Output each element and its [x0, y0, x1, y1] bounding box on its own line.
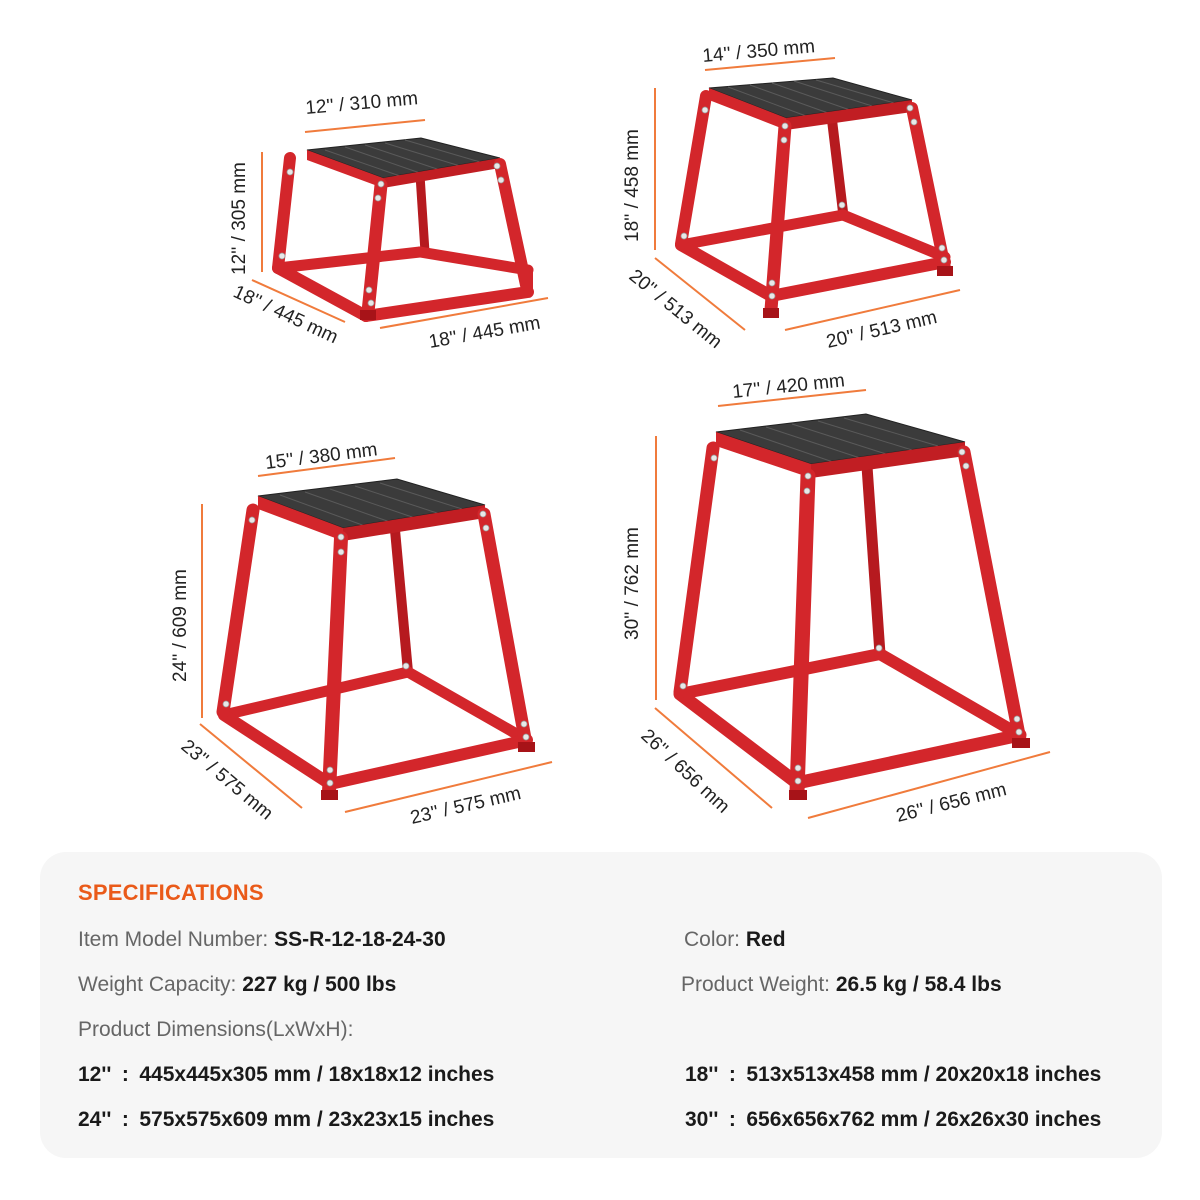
- size-row-18: 18'' : 513x513x458 mm / 20x20x18 inches: [685, 1063, 1102, 1086]
- box12-top-dim: 12'' / 310 mm: [304, 88, 419, 119]
- product-weight-value: 26.5 kg / 58.4 lbs: [835, 973, 1002, 996]
- box12-depth-dim: 18'' / 445 mm: [229, 281, 342, 349]
- size-value: 445x445x305 mm / 18x18x12 inches: [139, 1063, 495, 1086]
- product-weight-label: Product Weight:: [681, 973, 831, 996]
- plyo-box-18: [622, 36, 960, 353]
- box18-base-right-front: [771, 262, 945, 296]
- size-row-12: 12'' : 445x445x305 mm / 18x18x12 inches: [78, 1063, 495, 1086]
- box30-leg-front: [797, 476, 808, 792]
- size-value: 656x656x762 mm / 26x26x30 inches: [746, 1108, 1102, 1131]
- color-label: Color:: [684, 928, 741, 951]
- box12-base-left-back: [278, 252, 420, 268]
- size-label: 12'': [78, 1063, 112, 1086]
- box24-back-leg: [395, 530, 408, 672]
- plyo-box-30: [622, 370, 1050, 827]
- box30-back-leg: [866, 452, 880, 654]
- box18-back-leg: [832, 120, 843, 212]
- size-row-30: 30'' : 656x656x762 mm / 26x26x30 inches: [685, 1108, 1102, 1131]
- box18-depth-dim: 20'' / 513 mm: [624, 265, 726, 353]
- box12-width-dim: 18'' / 445 mm: [427, 312, 543, 353]
- size-value: 513x513x458 mm / 20x20x18 inches: [746, 1063, 1102, 1086]
- box30-base-right-front: [797, 735, 1020, 783]
- weight-capacity-row: [78, 973, 396, 997]
- model-number-value: SS-R-12-18-24-30: [274, 928, 446, 951]
- box12-base-right-back: [420, 252, 528, 270]
- box30-base-right-back: [880, 654, 1020, 735]
- box24-leg-right: [484, 514, 526, 744]
- weight-capacity-label: Weight Capacity:: [78, 973, 237, 996]
- box18-leg-left: [681, 96, 706, 244]
- box24-depth-dim: 23'' / 575 mm: [176, 735, 277, 825]
- box12-back-leg: [420, 175, 425, 252]
- box12-base-right-front: [366, 292, 528, 316]
- box30-width-dim: 26'' / 656 mm: [894, 779, 1009, 827]
- size-label: 30'': [685, 1108, 719, 1131]
- model-number-row: [78, 928, 446, 952]
- box24-base-left-back: [224, 672, 408, 715]
- size-row-24: 24'' : 575x575x609 mm / 23x23x15 inches: [78, 1108, 495, 1131]
- weight-capacity-value: 227 kg / 500 lbs: [242, 973, 397, 996]
- box12-height-dim: 12'' / 305 mm: [229, 162, 250, 275]
- box24-leg-left: [223, 510, 253, 712]
- box18-height-dim: 18'' / 458 mm: [622, 129, 643, 242]
- box24-width-dim: 23'' / 575 mm: [408, 783, 524, 829]
- color-row: [684, 928, 786, 952]
- size-label: 24'': [78, 1108, 112, 1131]
- box30-depth-dim: 26'' / 656 mm: [636, 725, 734, 818]
- model-number-label: Item Model Number:: [78, 928, 269, 951]
- box30-leg-right: [964, 452, 1020, 740]
- size-value: 575x575x609 mm / 23x23x15 inches: [139, 1108, 495, 1131]
- box30-top-dim: 17'' / 420 mm: [731, 370, 846, 403]
- box24-base-right-front: [330, 740, 527, 784]
- box24-leg-front: [329, 538, 341, 792]
- plyo-box-24: [170, 439, 552, 829]
- specifications-card: [40, 852, 1162, 1158]
- box18-width-dim: 20'' / 513 mm: [824, 307, 940, 353]
- box18-top-dim: 14'' / 350 mm: [701, 36, 816, 67]
- box24-base-left-front: [224, 715, 330, 784]
- color-value: Red: [745, 928, 786, 951]
- box18-base-left-back: [681, 215, 843, 245]
- box24-height-dim: 24'' / 609 mm: [170, 569, 191, 682]
- specifications-title: SPECIFICATIONS: [78, 880, 264, 905]
- box30-leg-left: [680, 448, 713, 692]
- size-label: 18'': [685, 1063, 719, 1086]
- box30-height-dim: 30'' / 762 mm: [622, 527, 643, 640]
- box30-base-left-back: [680, 654, 880, 694]
- plyo-box-12: [229, 88, 548, 353]
- product-weight-row: [681, 973, 1002, 997]
- product-dimensions-label: Product Dimensions(LxWxH):: [78, 1018, 354, 1041]
- box24-top-dim: 15'' / 380 mm: [264, 439, 379, 474]
